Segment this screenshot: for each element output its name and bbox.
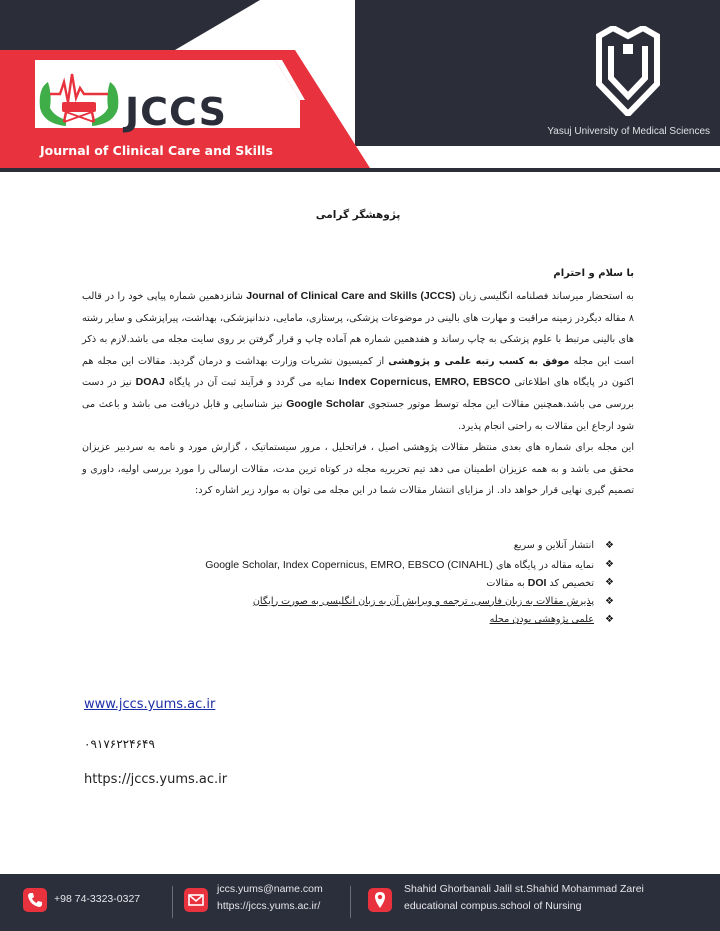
greeting: با سلام و احترام — [553, 268, 634, 279]
list-item: ❖ پذیرش مقالات به زبان فارسی، ترجمه و ویرایش آن به زبان انگلیسی به صورت رایگان — [114, 593, 614, 612]
paragraph-1: به استحضار میرساند فصلنامه انگلیسی زبان Journal of Clinical Care and Skills (JCCS) شانزدهمین شماره پیاپی خود را در قالب ۸ مقاله دیگردر زمینه مراقبت و مهارت های بالینی در موضوعات پزشکی، پرستاری، مامایی، دندانپزشکی، بهداشت، پیراپزشکی و سایر رشته های بالینی مرتبط با علوم پزشکی به چاپ رساند و هفدهمین شماره هم آماده چاپ و قرار گرفتن بر روی سایت مجله می باشد.لازم به ذکر است این مجله موفق به کسب رتبه علمی و پژوهشی از کمیسیون نشریات وزارت بهداشت و درمان گردید. مقالات این مجله هم اکنون در پایگاه های اطلاعاتی Index Copernicus, EMRO, EBSCO نمایه می گردد و فرآیند ثبت آن در پایگاه DOAJ نیز در دست بررسی می باشد.همچنین مقالات این مجله توسط موتور جستجوی Google Scholar نیز شناسایی و قابل دریافت می باشد و باعث می شود ارجاع این مقالات به راحتی انجام پذیرد. — [82, 290, 634, 432]
footer-address-line-2: educational compus.school of Nursing — [404, 900, 582, 912]
paragraph-2: این مجله برای شماره های بعدی منتظر مقالات پژوهشی اصیل ، فراتحلیل ، مرور سیستماتیک ، گزارش مورد و نامه به سردبیر عزیزان محقق می باشد و به همه عزیزان اطمینان می دهد تیم تحریریه مجله در کوتاه ترین مدت، مقالات ارسالی را مورد بررسی اولیه، داوری و تصمیم گیری نهایی قرار خواهد داد. از مزایای انتشار مقالات شما در این مجله می توان به موارد زیر اشاره کرد: — [82, 442, 634, 497]
footer-address-line-1: Shahid Ghorbanali Jalil st.Shahid Mohammad Zarei — [404, 883, 644, 895]
list-item: ❖ نمایه مقاله در پایگاه های Google Scholar, Index Copernicus, EMRO, EBSCO (CINAHL) — [114, 556, 614, 575]
diamond-bullet-icon: ❖ — [605, 577, 614, 588]
diamond-bullet-icon: ❖ — [605, 614, 614, 625]
list-item: ❖ علمی پژوهشی بودن مجله — [114, 611, 614, 630]
google-scholar-label: Google Scholar — [286, 397, 365, 410]
journal-name: Journal of Clinical Care and Skills — [40, 143, 273, 158]
university-logo-icon — [593, 26, 663, 116]
diamond-bullet-icon: ❖ — [605, 558, 614, 570]
salutation: پژوهشگر گرامی — [315, 209, 401, 221]
list-item: ❖ انتشار آنلاین و سریع — [114, 537, 614, 556]
ranking-highlight: موفق به کسب رتبه علمی و پژوهشی — [388, 355, 570, 367]
contact-phone: ۰۹۱۷۶۲۲۴۶۴۹ — [84, 737, 155, 751]
doaj-label: DOAJ — [135, 376, 165, 389]
footer-divider — [350, 886, 351, 918]
header-banner — [0, 0, 720, 185]
index-databases: Index Copernicus, EMRO, EBSCO — [338, 376, 511, 389]
footer-bar — [0, 874, 720, 931]
footer-web[interactable]: https://jccs.yums.ac.ir/ — [217, 900, 321, 912]
journal-full-name: Journal of Clinical Care and Skills (JCCS) — [246, 290, 456, 302]
university-name: Yasuj University of Medical Sciences — [547, 126, 710, 137]
body-paragraphs — [82, 286, 634, 502]
diamond-bullet-icon: ❖ — [605, 540, 614, 551]
location-pin-icon — [368, 888, 392, 912]
footer-phone: +98 74-3323-0327 — [54, 893, 141, 905]
diamond-bullet-icon: ❖ — [605, 595, 614, 607]
list-item: ❖ تخصیص کد DOI به مقالات — [114, 574, 614, 593]
features-list — [114, 537, 614, 630]
brand-title: JCCS — [125, 90, 227, 134]
mail-icon — [184, 888, 208, 912]
journal-site-url: https://jccs.yums.ac.ir — [84, 772, 228, 787]
footer-email[interactable]: jccs.yums@name.com — [217, 883, 323, 895]
phone-icon — [23, 888, 47, 912]
footer-divider — [172, 886, 173, 918]
jccs-logo-icon — [36, 68, 122, 128]
journal-website-link[interactable]: www.jccs.yums.ac.ir — [84, 697, 216, 712]
